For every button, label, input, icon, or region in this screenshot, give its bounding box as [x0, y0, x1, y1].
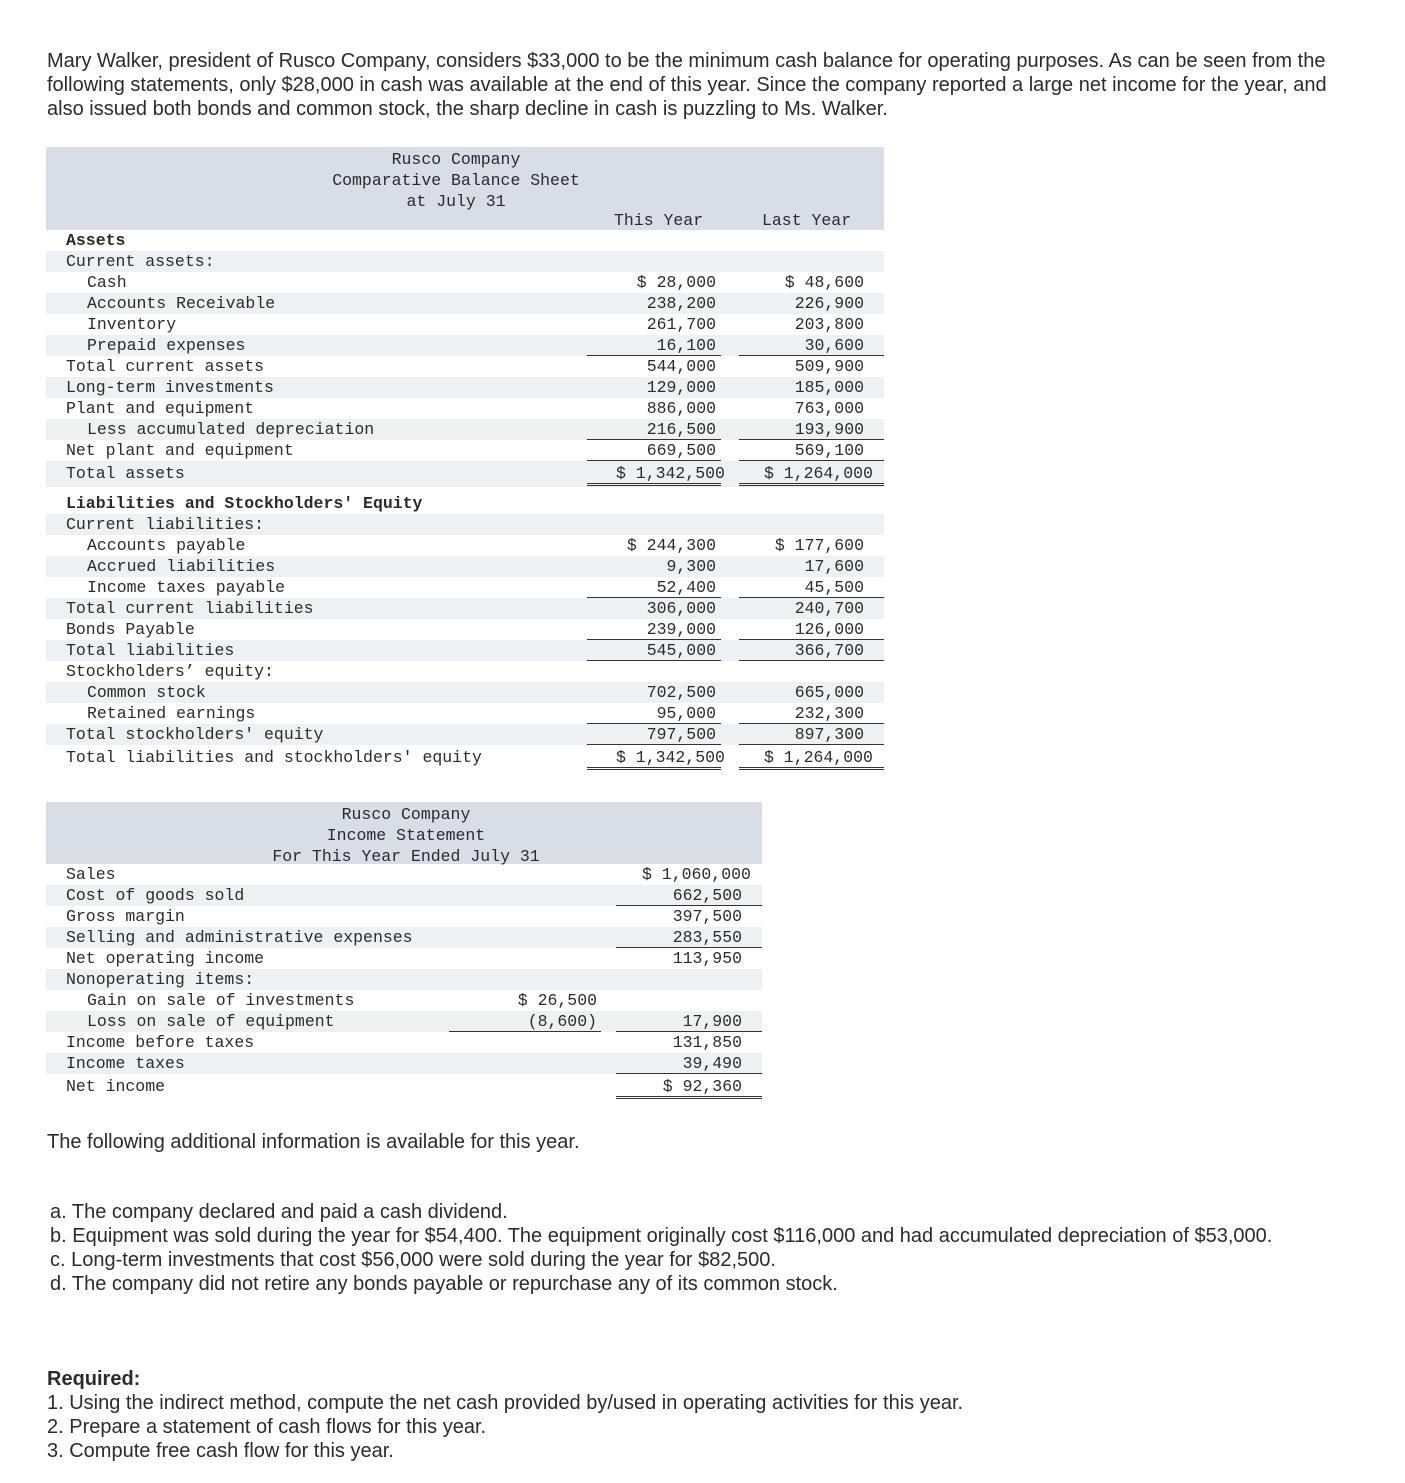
accounts-payable-row — [46, 535, 884, 556]
current-assets-heading-row — [46, 251, 884, 272]
amount: 113,950 — [672, 949, 742, 968]
last-year-value: $ 177,600 — [774, 536, 864, 555]
list-item: d. The company did not retire any bonds payable or repurchase any of its common stock. — [50, 1273, 838, 1295]
this-year-value: $ 1,342,500 — [616, 464, 725, 483]
required-section — [47, 1367, 1347, 1463]
stockholders-equity-heading: Stockholders’ equity: — [66, 662, 274, 681]
total-assets-row — [46, 461, 884, 487]
row-label: Cash — [87, 273, 127, 292]
this-year-value: 261,700 — [646, 315, 716, 334]
gain-on-sale-row — [46, 990, 762, 1011]
row-label: Sales — [66, 865, 116, 884]
net-income-row — [46, 1074, 762, 1100]
gross-margin-row — [46, 906, 762, 927]
row-label: Net income — [66, 1077, 166, 1096]
row-label: Accrued liabilities — [87, 557, 276, 576]
current-liabilities-heading-row — [46, 514, 884, 535]
list-item: 1. Using the indirect method, compute the net cash provided by/used in operating activities for this year. — [47, 1392, 964, 1414]
last-year-value: $ 48,600 — [784, 273, 864, 292]
row-label: Net operating income — [66, 949, 265, 968]
last-year-value: 45,500 — [804, 578, 864, 597]
amount: 662,500 — [672, 886, 742, 905]
row-label: Loss on sale of equipment — [87, 1012, 335, 1031]
row-label: Income before taxes — [66, 1033, 255, 1052]
current-liabilities-heading: Current liabilities: — [66, 515, 265, 534]
row-label: Long-term investments — [66, 378, 274, 397]
assets-heading-row — [46, 230, 884, 251]
row-label: Selling and administrative expenses — [66, 928, 413, 947]
nonoperating-total: 17,900 — [682, 1012, 742, 1031]
cash-row — [46, 272, 884, 293]
income-statement-title: Rusco Company Income Statement For This Year Ended July 31 — [272, 805, 540, 866]
column-header-this-year: This Year — [614, 211, 704, 230]
required-title: Required: — [47, 1368, 141, 1390]
row-label: Cost of goods sold — [66, 886, 245, 905]
column-header-last-year: Last Year — [762, 211, 852, 230]
this-year-value: 52,400 — [656, 578, 716, 597]
list-item: 3. Compute free cash flow for this year. — [47, 1440, 394, 1462]
amount: $ 26,500 — [517, 991, 597, 1010]
row-label: Total stockholders' equity — [66, 725, 324, 744]
amount: 39,490 — [682, 1054, 742, 1073]
row-label: Income taxes payable — [87, 578, 286, 597]
this-year-value: 886,000 — [646, 399, 716, 418]
bonds-payable-row — [46, 619, 884, 640]
this-year-value: 306,000 — [646, 599, 716, 618]
row-label: Total current assets — [66, 357, 265, 376]
loss-on-sale-row — [46, 1011, 762, 1032]
row-label: Gross margin — [66, 907, 185, 926]
row-label: Total liabilities and stockholders' equity — [66, 748, 482, 767]
balance-sheet-title: Rusco Company Comparative Balance Sheet at July 31 — [332, 150, 580, 211]
amount: 397,500 — [672, 907, 742, 926]
list-item: c. Long-term investments that cost $56,000 were sold during the year for $82,500. — [50, 1249, 776, 1271]
nonoperating-heading: Nonoperating items: — [66, 970, 255, 989]
sales-row — [46, 864, 762, 885]
row-label: Accounts payable — [87, 536, 246, 555]
income-statement-header — [46, 802, 762, 864]
intro-paragraph: Mary Walker, president of Rusco Company, considers $33,000 to be the minimum cash balance for operating purposes. As can be seen from the following statements, only $28,000 in cash was available at the end of this year. Since the company reported a large net income for the year, and also issued both bonds and common stock, the sharp decline in cash is puzzling to Ms. Walker. — [47, 50, 1327, 120]
this-year-value: 9,300 — [666, 557, 716, 576]
prepaid-expenses-row — [46, 335, 884, 356]
last-year-value: 665,000 — [794, 683, 864, 702]
accrued-liabilities-row — [46, 556, 884, 577]
liabilities-heading-row — [46, 487, 884, 514]
this-year-value: $ 28,000 — [636, 273, 716, 292]
row-label: Inventory — [87, 315, 177, 334]
last-year-value: 193,900 — [794, 420, 864, 439]
row-label: Less accumulated depreciation — [87, 420, 375, 439]
this-year-value: 544,000 — [646, 357, 716, 376]
liabilities-heading: Liabilities and Stockholders' Equity — [66, 494, 423, 513]
row-label: Total current liabilities — [66, 599, 314, 618]
income-taxes-payable-row — [46, 577, 884, 598]
total-current-liabilities-row — [46, 598, 884, 619]
this-year-value: 545,000 — [646, 641, 716, 660]
double-underline — [616, 1096, 762, 1099]
row-label: Net plant and equipment — [66, 441, 294, 460]
last-year-value: $ 1,264,000 — [764, 748, 873, 767]
row-label: Plant and equipment — [66, 399, 255, 418]
net-plant-row — [46, 440, 884, 461]
last-year-value: 366,700 — [794, 641, 864, 660]
this-year-value: $ 1,342,500 — [616, 748, 725, 767]
accounts-receivable-row — [46, 293, 884, 314]
last-year-value: 232,300 — [794, 704, 864, 723]
last-year-value: 185,000 — [794, 378, 864, 397]
amount: (8,600) — [527, 1012, 597, 1031]
last-year-value: 126,000 — [794, 620, 864, 639]
row-label: Accounts Receivable — [87, 294, 276, 313]
balance-sheet-header — [46, 147, 884, 230]
last-year-value: 240,700 — [794, 599, 864, 618]
cogs-row — [46, 885, 762, 906]
amount: 131,850 — [672, 1033, 742, 1052]
additional-info-list — [50, 1200, 1340, 1296]
row-label: Income taxes — [66, 1054, 185, 1073]
double-underline — [739, 483, 884, 486]
income-statement — [46, 802, 762, 1100]
this-year-value: 129,000 — [646, 378, 716, 397]
plant-and-equipment-row — [46, 398, 884, 419]
total-liabilities-row — [46, 640, 884, 661]
current-assets-heading: Current assets: — [66, 252, 215, 271]
total-stockholders-equity-row — [46, 724, 884, 745]
last-year-value: 226,900 — [794, 294, 864, 313]
common-stock-row — [46, 682, 884, 703]
amount: 283,550 — [672, 928, 742, 947]
double-underline — [587, 767, 721, 770]
this-year-value: 95,000 — [656, 704, 716, 723]
long-term-investments-row — [46, 377, 884, 398]
this-year-value: 238,200 — [646, 294, 716, 313]
amount: $ 92,360 — [662, 1077, 742, 1096]
retained-earnings-row — [46, 703, 884, 724]
row-label: Common stock — [87, 683, 206, 702]
this-year-value: 797,500 — [646, 725, 716, 744]
this-year-value: $ 244,300 — [626, 536, 716, 555]
income-taxes-row — [46, 1053, 762, 1074]
nonoperating-heading-row — [46, 969, 762, 990]
row-label: Retained earnings — [87, 704, 256, 723]
this-year-value: 239,000 — [646, 620, 716, 639]
selling-admin-row — [46, 927, 762, 948]
list-item: b. Equipment was sold during the year for $54,400. The equipment originally cost $116,000 and had accumulated depreciation of $53,000. — [50, 1225, 1273, 1247]
this-year-value: 216,500 — [646, 420, 716, 439]
list-item: a. The company declared and paid a cash dividend. — [50, 1201, 508, 1223]
total-current-assets-row — [46, 356, 884, 377]
row-label: Prepaid expenses — [87, 336, 246, 355]
last-year-value: 30,600 — [804, 336, 864, 355]
last-year-value: 763,000 — [794, 399, 864, 418]
double-underline — [739, 767, 884, 770]
assets-heading: Assets — [66, 231, 126, 250]
amount: $ 1,060,000 — [642, 865, 751, 884]
last-year-value: 17,600 — [804, 557, 864, 576]
this-year-value: 669,500 — [646, 441, 716, 460]
last-year-value: $ 1,264,000 — [764, 464, 873, 483]
additional-info-intro: The following additional information is available for this year. — [47, 1131, 580, 1153]
this-year-value: 702,500 — [646, 683, 716, 702]
last-year-value: 897,300 — [794, 725, 864, 744]
double-underline — [587, 483, 721, 486]
net-operating-income-row — [46, 948, 762, 969]
last-year-value: 569,100 — [794, 441, 864, 460]
balance-sheet — [46, 147, 884, 771]
last-year-value: 509,900 — [794, 357, 864, 376]
list-item: 2. Prepare a statement of cash flows for this year. — [47, 1416, 487, 1438]
income-before-taxes-row — [46, 1032, 762, 1053]
row-label: Gain on sale of investments — [87, 991, 355, 1010]
last-year-value: 203,800 — [794, 315, 864, 334]
stockholders-equity-heading-row — [46, 661, 884, 682]
total-liabilities-equity-row — [46, 745, 884, 771]
row-label: Total assets — [66, 464, 185, 483]
accumulated-depreciation-row — [46, 419, 884, 440]
this-year-value: 16,100 — [656, 336, 716, 355]
row-label: Bonds Payable — [66, 620, 195, 639]
inventory-row — [46, 314, 884, 335]
row-label: Total liabilities — [66, 641, 235, 660]
